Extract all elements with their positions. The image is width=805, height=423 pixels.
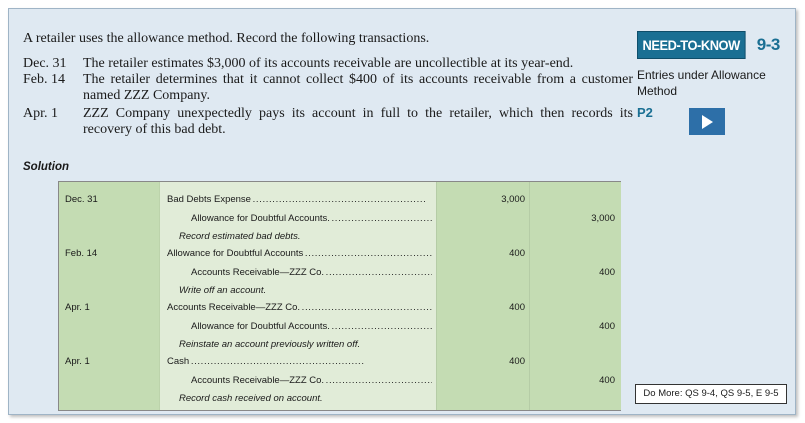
solution-label: Solution bbox=[23, 161, 69, 173]
debit-account: Allowance for Doubtful Accounts . . . bbox=[167, 247, 432, 260]
transaction-date: Dec. 31 bbox=[23, 56, 67, 71]
entry-date: Apr. 1 bbox=[65, 302, 90, 313]
debit-account: Accounts Receivable—ZZZ Co. . . . bbox=[167, 301, 432, 314]
entry-memo: Record estimated bad debts. bbox=[179, 231, 301, 242]
entry-date: Feb. 14 bbox=[65, 248, 98, 259]
learning-objective-code: P2 bbox=[637, 105, 653, 120]
badge-number: 9-3 bbox=[756, 35, 780, 54]
credit-amount: 400 bbox=[599, 375, 615, 386]
debit-column bbox=[436, 182, 530, 410]
credit-account: Allowance for Doubtful Accounts. . . . bbox=[191, 320, 432, 333]
entry-memo: Write off an account. bbox=[179, 285, 267, 296]
do-more-box: Do More: QS 9-4, QS 9-5, E 9-5 bbox=[635, 384, 787, 404]
credit-account: Accounts Receivable—ZZZ Co. . . . bbox=[191, 266, 432, 279]
credit-amount: 400 bbox=[599, 267, 615, 278]
need-to-know-badge bbox=[637, 31, 780, 59]
transaction-date: Feb. 14 bbox=[23, 72, 65, 87]
debit-amount: 400 bbox=[509, 356, 525, 367]
debit-amount: 400 bbox=[509, 302, 525, 313]
debit-amount: 400 bbox=[509, 248, 525, 259]
transaction-text: The retailer estimates $3,000 of its accounts receivable are uncollectible at its year-end. bbox=[83, 56, 574, 71]
transaction-text: The retailer determines that it cannot collect $400 of its accounts receivable from a customer named ZZZ Company. bbox=[83, 72, 633, 103]
debit-account: Bad Debts Expense . . . bbox=[167, 193, 432, 206]
play-video-button[interactable] bbox=[689, 108, 725, 135]
transaction-row bbox=[23, 106, 633, 138]
need-to-know-panel bbox=[8, 8, 796, 415]
credit-amount: 3,000 bbox=[591, 213, 615, 224]
badge-label: NEED-TO-KNOW bbox=[637, 31, 745, 59]
transaction-row bbox=[23, 72, 633, 104]
journal-table bbox=[58, 181, 621, 411]
transaction-text: ZZZ Company unexpectedly pays its account in full to the retailer, which then records its recovery of this bad debt. bbox=[83, 106, 633, 137]
debit-amount: 3,000 bbox=[501, 194, 525, 205]
entry-memo: Reinstate an account previously written off. bbox=[179, 339, 361, 350]
date-column bbox=[59, 182, 160, 410]
entry-date: Apr. 1 bbox=[65, 356, 90, 367]
play-icon bbox=[702, 115, 713, 129]
credit-account: Allowance for Doubtful Accounts. . . . bbox=[191, 212, 432, 225]
credit-amount: 400 bbox=[599, 321, 615, 332]
topic-title: Entries under Allowance Method bbox=[637, 68, 766, 98]
entry-date: Dec. 31 bbox=[65, 194, 98, 205]
debit-account: Cash . . . bbox=[167, 355, 432, 368]
transaction-row bbox=[23, 56, 633, 72]
credit-account: Accounts Receivable—ZZZ Co. . . . bbox=[191, 374, 432, 387]
problem-intro: A retailer uses the allowance method. Record the following transactions. bbox=[23, 31, 430, 46]
entry-memo: Record cash received on account. bbox=[179, 393, 323, 404]
transaction-date: Apr. 1 bbox=[23, 106, 58, 121]
